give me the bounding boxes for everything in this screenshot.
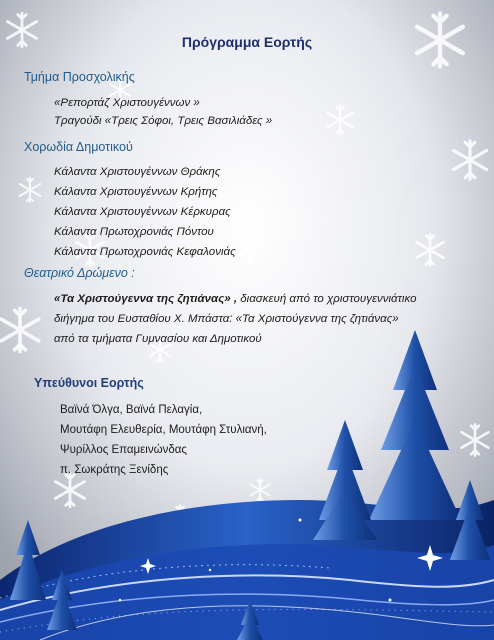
page-title: Πρόγραμμα Εορτής <box>181 34 313 50</box>
section-heading-theatre: Θεατρικό Δρώμενο : <box>24 266 135 280</box>
play-line-rest: διασκευή από το χριστουγεννιάτικο <box>237 293 417 305</box>
play-title: «Τα Χριστούγεννα της ζητιάνας» , <box>54 293 238 305</box>
responsible-heading: Υπεύθυνοι Εορτής <box>34 376 144 390</box>
responsible-line: π. Σωκράτης Ξενίδης <box>60 464 169 476</box>
program-item: Κάλαντα Χριστουγέννων Κρήτης <box>54 186 218 198</box>
play-description-line <box>54 293 416 305</box>
program-item: Κάλαντα Χριστουγέννων Κέρκυρας <box>54 206 231 218</box>
program-item: Κάλαντα Πρωτοχρονιάς Κεφαλονιάς <box>54 246 236 258</box>
play-description-line: από τα τμήματα Γυμνασίου και Δημοτικού <box>54 333 262 345</box>
responsible-line: Μουτάφη Ελευθερία, Μουτάφη Στυλιανή, <box>60 424 267 436</box>
play-description-line: διήγημα του Ευσταθίου Χ. Μπάστα: «Τα Χριστούγεννα της ζητιάνας» <box>54 313 399 325</box>
responsible-line: Βαϊνά Όλγα, Βαϊνά Πελαγία, <box>60 404 203 416</box>
program-item: Κάλαντα Χριστουγέννων Θράκης <box>54 166 221 178</box>
program-item: Κάλαντα Πρωτοχρονιάς Πόντου <box>54 226 214 238</box>
program-item: «Ρεπορτάζ Χριστουγέννων » <box>54 97 200 109</box>
responsible-line: Ψυρίλλος Επαμεινώνδας <box>60 444 187 456</box>
program-item: Τραγούδι «Τρεις Σόφοι, Τρεις Βασιλιάδες » <box>54 115 273 127</box>
section-heading-preschool: Τμήμα Προσχολικής <box>24 70 135 84</box>
section-heading-choir: Χορωδία Δημοτικού <box>24 140 133 154</box>
